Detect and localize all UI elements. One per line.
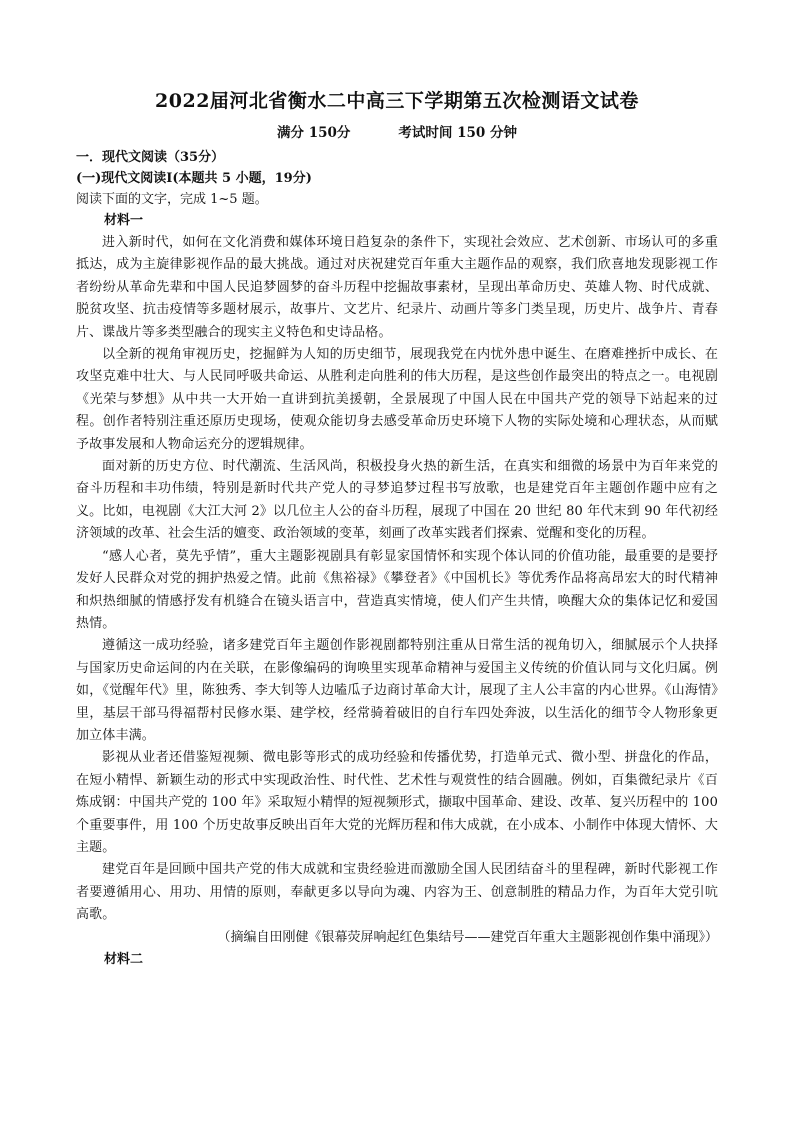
exam-duration: 考试时间 150 分钟 [398,125,517,141]
paragraph: 建党百年是回顾中国共产党的伟大成就和宝贵经验进而激励全国人民团结奋斗的里程碑，新时代影视工作者要遵循用心、用功、用情的原则，奉献更多以导向为魂、内容为王、创意制胜的精品力作，为百年大党引吭高歌。 [76,862,718,923]
subsection-heading: (一)现代文阅读Ⅰ(本题共 5 小题，19分) [76,171,312,186]
paragraph: 以全新的视角审视历史，挖掘鲜为人知的历史细节，展现我党在内忧外患中诞生、在磨难挫折中成长、在攻坚克难中壮大、与人民同呼吸共命运、从胜利走向胜利的伟大历程，是这些创作最突出的特点之一。电视剧《光荣与梦想》从中共一大开始一直讲到抗美援朝，全景展现了中国人民在中国共产党的领导下站起来的过程。创作者特别注重还原历史现场，使观众能切身去感受革命历史环境下人物的实际处境和心理状态，从而赋予故事发展和人物命运充分的逻辑规律。 [76,347,718,452]
exam-page [76,86,718,971]
paragraph: “感人心者，莫先乎情”，重大主题影视剧具有彰显家国情怀和实现个体认同的价值功能，最重要的是要抒发好人民群众对党的拥护热爱之情。此前《焦裕禄》《攀登者》《中国机长》等优秀作品将高昂宏大的时代精神和炽热细腻的情感抒发有机缝合在镜头语言中，营造真实情境，使人们产生共情，唤醒大众的集体记忆和爱国热情。 [76,548,718,631]
paragraph: 遵循这一成功经验，诸多建党百年主题创作影视剧都特别注重从日常生活的视角切入，细腻展示个人抉择与国家历史命运间的内在关联，在影像编码的询唤里实现革命精神与爱国主义传统的价值认同与文化归属。例如，《觉醒年代》里，陈独秀、李大钊等人边嗑瓜子边商讨革命大计，展现了主人公丰富的内心世界。《山海情》里，基层干部马得福帮村民修水渠、建学校，经常骑着破旧的自行车四处奔波，以生活化的细节令人物形象更加立体丰满。 [76,638,718,743]
paragraph: 面对新的历史方位、时代潮流、生活风尚，积极投身火热的新生活，在真实和细微的场景中为百年来党的奋斗历程和丰功伟绩，特别是新时代共产党人的寻梦追梦过程书写放歌，也是建党百年主题创作题中应有之义。比如，电视剧《大江大河 2》以几位主人公的奋斗历程，展现了中国在 20 世纪 80 年代末到 90 年代初经济领域的改革、社会生活的嬗变、政治领域的变革，刻画了改革实践者们探索、觉醒和变化的历程。 [76,459,718,542]
paragraph: 进入新时代，如何在文化消费和媒体环境日趋复杂的条件下，实现社会效应、艺术创新、市场认可的多重抵达，成为主旋律影视作品的最大挑战。通过对庆祝建党百年重大主题作品的观察，我们欣喜地发现影视工作者纷纷从革命先辈和中国人民追梦圆梦的奋斗历程中挖掘故事素材，呈现出革命历史、英雄人物、时代成就、脱贫攻坚、抗击疫情等多题材展示，故事片、文艺片、纪录片、动画片等多门类呈现，历史片、战争片、青春片、谍战片等多类型融合的现实主义特色和史诗品格。 [76,235,718,340]
exam-meta [76,121,718,141]
exam-title: 2022届河北省衡水二中高三下学期第五次检测语文试卷 [155,90,639,112]
material-two-label: 材料二 [104,952,144,967]
reading-instruction: 阅读下面的文字，完成 1~5 题。 [76,192,268,207]
material-one-label: 材料一 [104,213,144,228]
source-citation: （摘编自田刚健《银幕荧屏响起红色集结号——建党百年重大主题影视创作集中涌现》） [217,929,718,945]
full-score: 满分 150分 [277,125,351,141]
section-heading: 一．现代文阅读（35分） [76,150,225,165]
paragraph: 影视从业者还借鉴短视频、微电影等形式的成功经验和传播优势，打造单元式、微小型、拼盘化的作品，在短小精悍、新颖生动的形式中实现政治性、时代性、艺术性与观赏性的结合圆融。例如，百集微纪录片《百炼成钢：中国共产党的 100 年》采取短小精悍的短视频形式，撷取中国革命、建设、改革、复兴历程中的 100 个重要事件，用 100 个历史故事反映出百年大党的光辉历程和伟大成就，在小成本、小制作中体现大情怀、大主题。 [76,750,718,855]
